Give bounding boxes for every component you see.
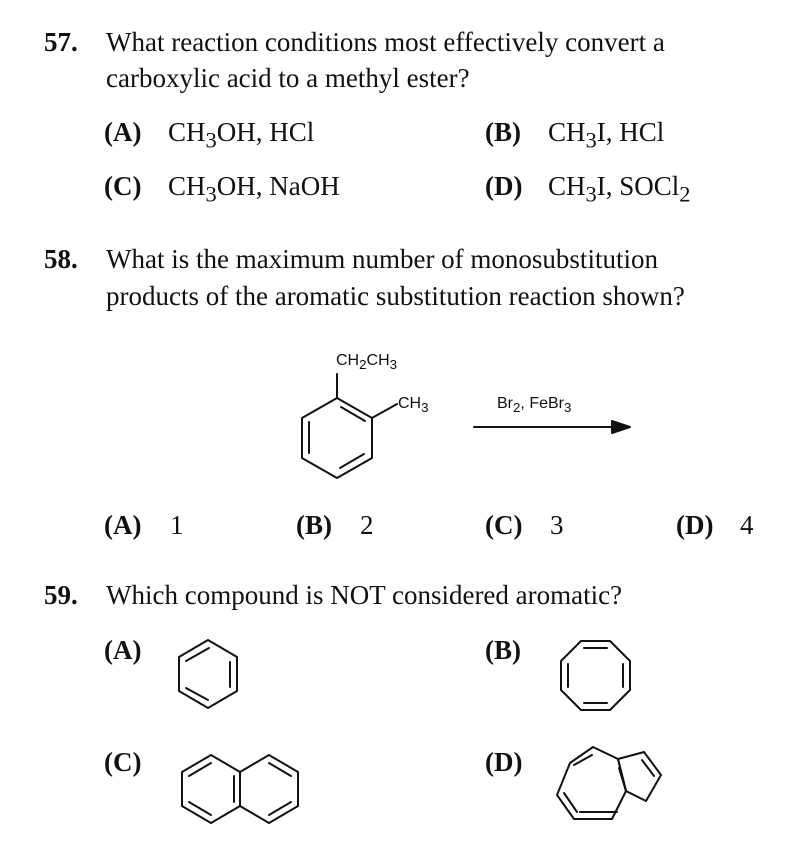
azulene-icon[interactable] — [557, 747, 661, 819]
question-57-stem-line2: carboxylic acid to a methyl ester? — [106, 63, 470, 93]
option-58b-value[interactable]: 2 — [360, 510, 374, 540]
option-57d-text[interactable]: $CH_3I$, SOCl$_2$ — [548, 171, 691, 207]
option-58a-label[interactable]: (A) — [104, 510, 142, 540]
question-59-number: 59. — [44, 580, 78, 610]
option-57b-text[interactable]: $CH_3I$, HCl — [548, 117, 665, 153]
option-57c-text[interactable]: $CH_3OH$, NaOH — [168, 171, 340, 207]
question-58-stem-line2: products of the aromatic substitution reaction shown? — [106, 281, 685, 311]
option-58d-value[interactable]: 4 — [740, 510, 754, 540]
cyclooctatetraene-icon[interactable] — [561, 641, 630, 710]
ethyl-substituent-label: $CH_2CH_3$ — [336, 352, 398, 373]
methyl-substituent-label: $CH_3$ — [398, 395, 429, 416]
option-58c-label[interactable]: (C) — [485, 510, 523, 540]
question-57-number: 57. — [44, 27, 78, 57]
option-57b-label[interactable]: (B) — [485, 117, 521, 147]
option-57a-text[interactable]: $CH_3OH$, HCl — [168, 117, 315, 153]
option-59b-label[interactable]: (B) — [485, 635, 521, 665]
option-59a-label[interactable]: (A) — [104, 635, 142, 665]
option-58d-label[interactable]: (D) — [676, 510, 714, 540]
option-57d-label[interactable]: (D) — [485, 171, 523, 201]
reagents-label: $Br_2$, FeBr$_3$ — [497, 395, 572, 416]
option-57a-label[interactable]: (A) — [104, 117, 142, 147]
question-59-stem: Which compound is NOT considered aromatic? — [106, 580, 623, 610]
option-59d-label[interactable]: (D) — [485, 747, 523, 777]
benzene-icon[interactable] — [179, 640, 237, 708]
option-59c-label[interactable]: (C) — [104, 747, 142, 777]
question-57-stem-line1: What reaction conditions most effectively convert a — [106, 27, 665, 57]
question-58-number: 58. — [44, 244, 78, 274]
naphthalene-icon[interactable] — [182, 755, 298, 823]
option-58c-value[interactable]: 3 — [550, 510, 564, 540]
question-58-stem-line1: What is the maximum number of monosubstitution — [106, 244, 658, 274]
option-58a-value[interactable]: 1 — [170, 510, 184, 540]
option-57c-label[interactable]: (C) — [104, 171, 142, 201]
option-58b-label[interactable]: (B) — [296, 510, 332, 540]
